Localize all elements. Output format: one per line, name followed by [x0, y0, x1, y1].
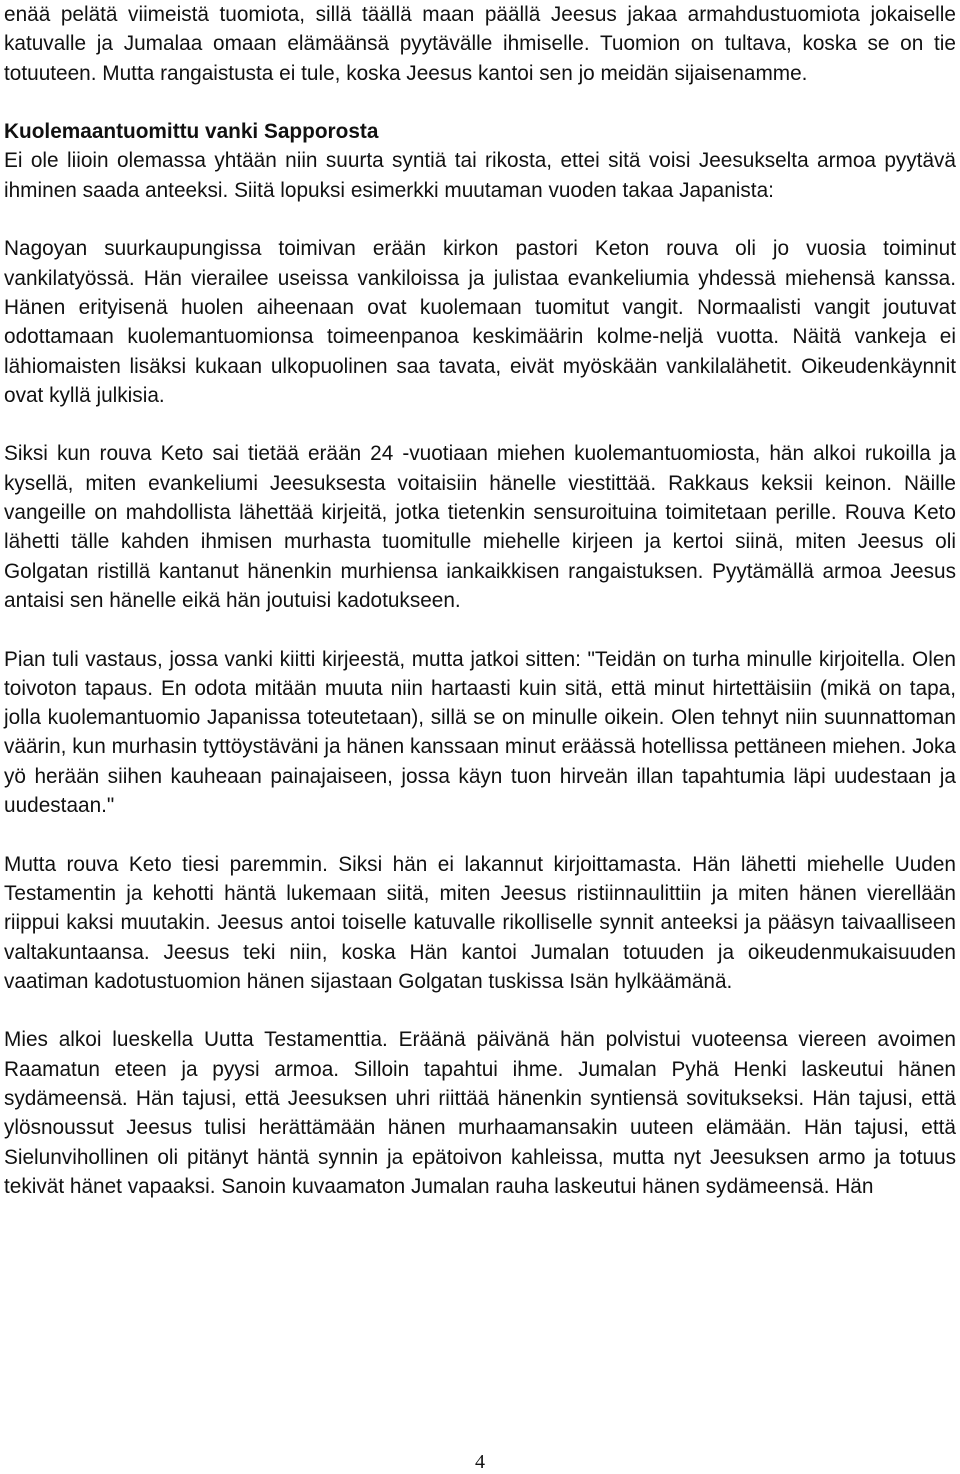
paragraph-6: Mutta rouva Keto tiesi paremmin. Siksi hän ei lakannut kirjoittamasta. Hän lähetti miehelle Uuden Testamentin ja kehotti häntä lukemaan siitä, miten Jeesus ristiinnaulittiin ja miten hänen vierellään riippui kaksi muutakin. Jeesus antoi toiselle katuvalle rikolliselle synnit anteeksi ja pääsyn taivaalliseen valtakuntaansa. Jeesus teki niin, koska Hän kantoi Jumalan totuuden ja oikeudenmukaisuuden vaatiman kadotustuomion hänen sijastaan Golgatan tuskissa Isän hylkäämänä.: [4, 852, 956, 993]
paragraph-1: enää pelätä viimeistä tuomiota, sillä täällä maan päällä Jeesus jakaa armahdustuomiota jokaiselle katuvalle ja Jumalaa omaan elämäänsä pyytävälle ihmiselle. Tuomion on tultava, koska se on tie totuuteen. Mutta rangaistusta ei tule, koska Jeesus kantoi sen jo meidän sijaisenamme.: [4, 3, 956, 85]
paragraph-5: Pian tuli vastaus, jossa vanki kiitti kirjeestä, mutta jatkoi sitten: "Teidän on turha minulle kirjoitella. Olen toivoton tapaus. En odota mitään muuta niin hartaasti kuin sitä, että minut hirtettäisiin (mikä on tapa, jolla kuolemantuomio Japanissa toteutetaan), sillä se on minulle oikein. Olen tehnyt niin suunnattoman väärin, kun murhasin tyttöystäväni ja hänen kanssaan minut eräässä hotellissa pettäneen miehen. Joka yö herään siihen kauheaan painajaiseen, jossa käyn tuon hirveän illan tapahtumia läpi uudestaan ja uudestaan.": [4, 647, 956, 818]
document-page: [4, 0, 956, 1201]
section-heading: Kuolemaantuomittu vanki Sapporosta: [4, 120, 379, 144]
paragraph-3: Nagoyan suurkaupungissa toimivan erään kirkon pastori Keton rouva oli jo vuosia toiminut vankilatyössä. Hän vierailee useissa vankiloissa ja julistaa evankeliumia yhdessä miehensä kanssa. Hänen erityisenä huolen aiheenaan ovat kuolemaan tuomitut vangit. Normaalisti vangit joutuvat odottamaan kuolemantuomionsa toimeenpanoa keskimäärin kolme-neljä vuotta. Näitä vankeja ei lähiomaisten lisäksi kukaan ulkopuolinen saa tavata, eivät myöskään vankilalähetit. Oikeudenkäynnit ovat kyllä julkisia.: [4, 237, 956, 407]
paragraph-gap: [4, 820, 956, 849]
paragraph-4: Siksi kun rouva Keto sai tietää erään 24 -vuotiaan miehen kuolemantuomiosta, hän alkoi rukoilla ja kysellä, miten evankeliumi Jeesuksesta voitaisiin hänelle viestittää. Rakkaus keksii keinon. Näille vangeille on mahdollista lähettää kirjeitä, jotka tietenkin sensuroituina toimitetaan perille. Rouva Keto lähetti tälle kahden ihmisen murhasta tuomitulle miehelle kirjeen ja kertoi siinä, miten Jeesus oli Golgatan ristillä kantanut hänenkin murhiensa iankaikkisen rangaistuksen. Pyytämällä armoa Jeesus antaisi sen hänelle eikä hän joutuisi kadotukseen.: [4, 442, 956, 612]
paragraph-7: Mies alkoi lueskella Uutta Testamenttia. Eräänä päivänä hän polvistui vuoteensa viereen avoimen Raamatun eteen ja pyysi armoa. Silloin tapahtui ihme. Jumalan Pyhä Henki laskeutui hänen sydämeensä. Hän tajusi, että Jeesuksen uhri riittää hänenkin syntiensä sovitukseksi. Hän tajusi, että ylösnoussut Jeesus tulisi herättämään hänen murhaamansakin uuteen elämään. Hän tajusi, että Sielunvihollinen oli pitänyt häntä synnin ja epätoivon kahleissa, mutta nyt Jeesuksen armo ja totuus tekivät hänet vapaaksi. Sanoin kuvaamaton Jumalan rauha laskeutui hänen sydämeensä. Hän: [4, 1028, 956, 1198]
paragraph-gap: [4, 996, 956, 1025]
paragraph-2-text: Ei ole liioin olemassa yhtään niin suurta syntiä tai rikosta, ettei sitä voisi Jeesukselta armoa pyytävä ihminen saada anteeksi. Siitä lopuksi esimerkki muutaman vuoden takaa Japanista:: [4, 149, 956, 202]
paragraph-gap: [4, 205, 956, 234]
paragraph-gap: [4, 615, 956, 644]
paragraph-gap: [4, 410, 956, 439]
paragraph-gap: [4, 88, 956, 117]
paragraph-2: [4, 117, 956, 205]
page-number: 4: [475, 1451, 485, 1473]
